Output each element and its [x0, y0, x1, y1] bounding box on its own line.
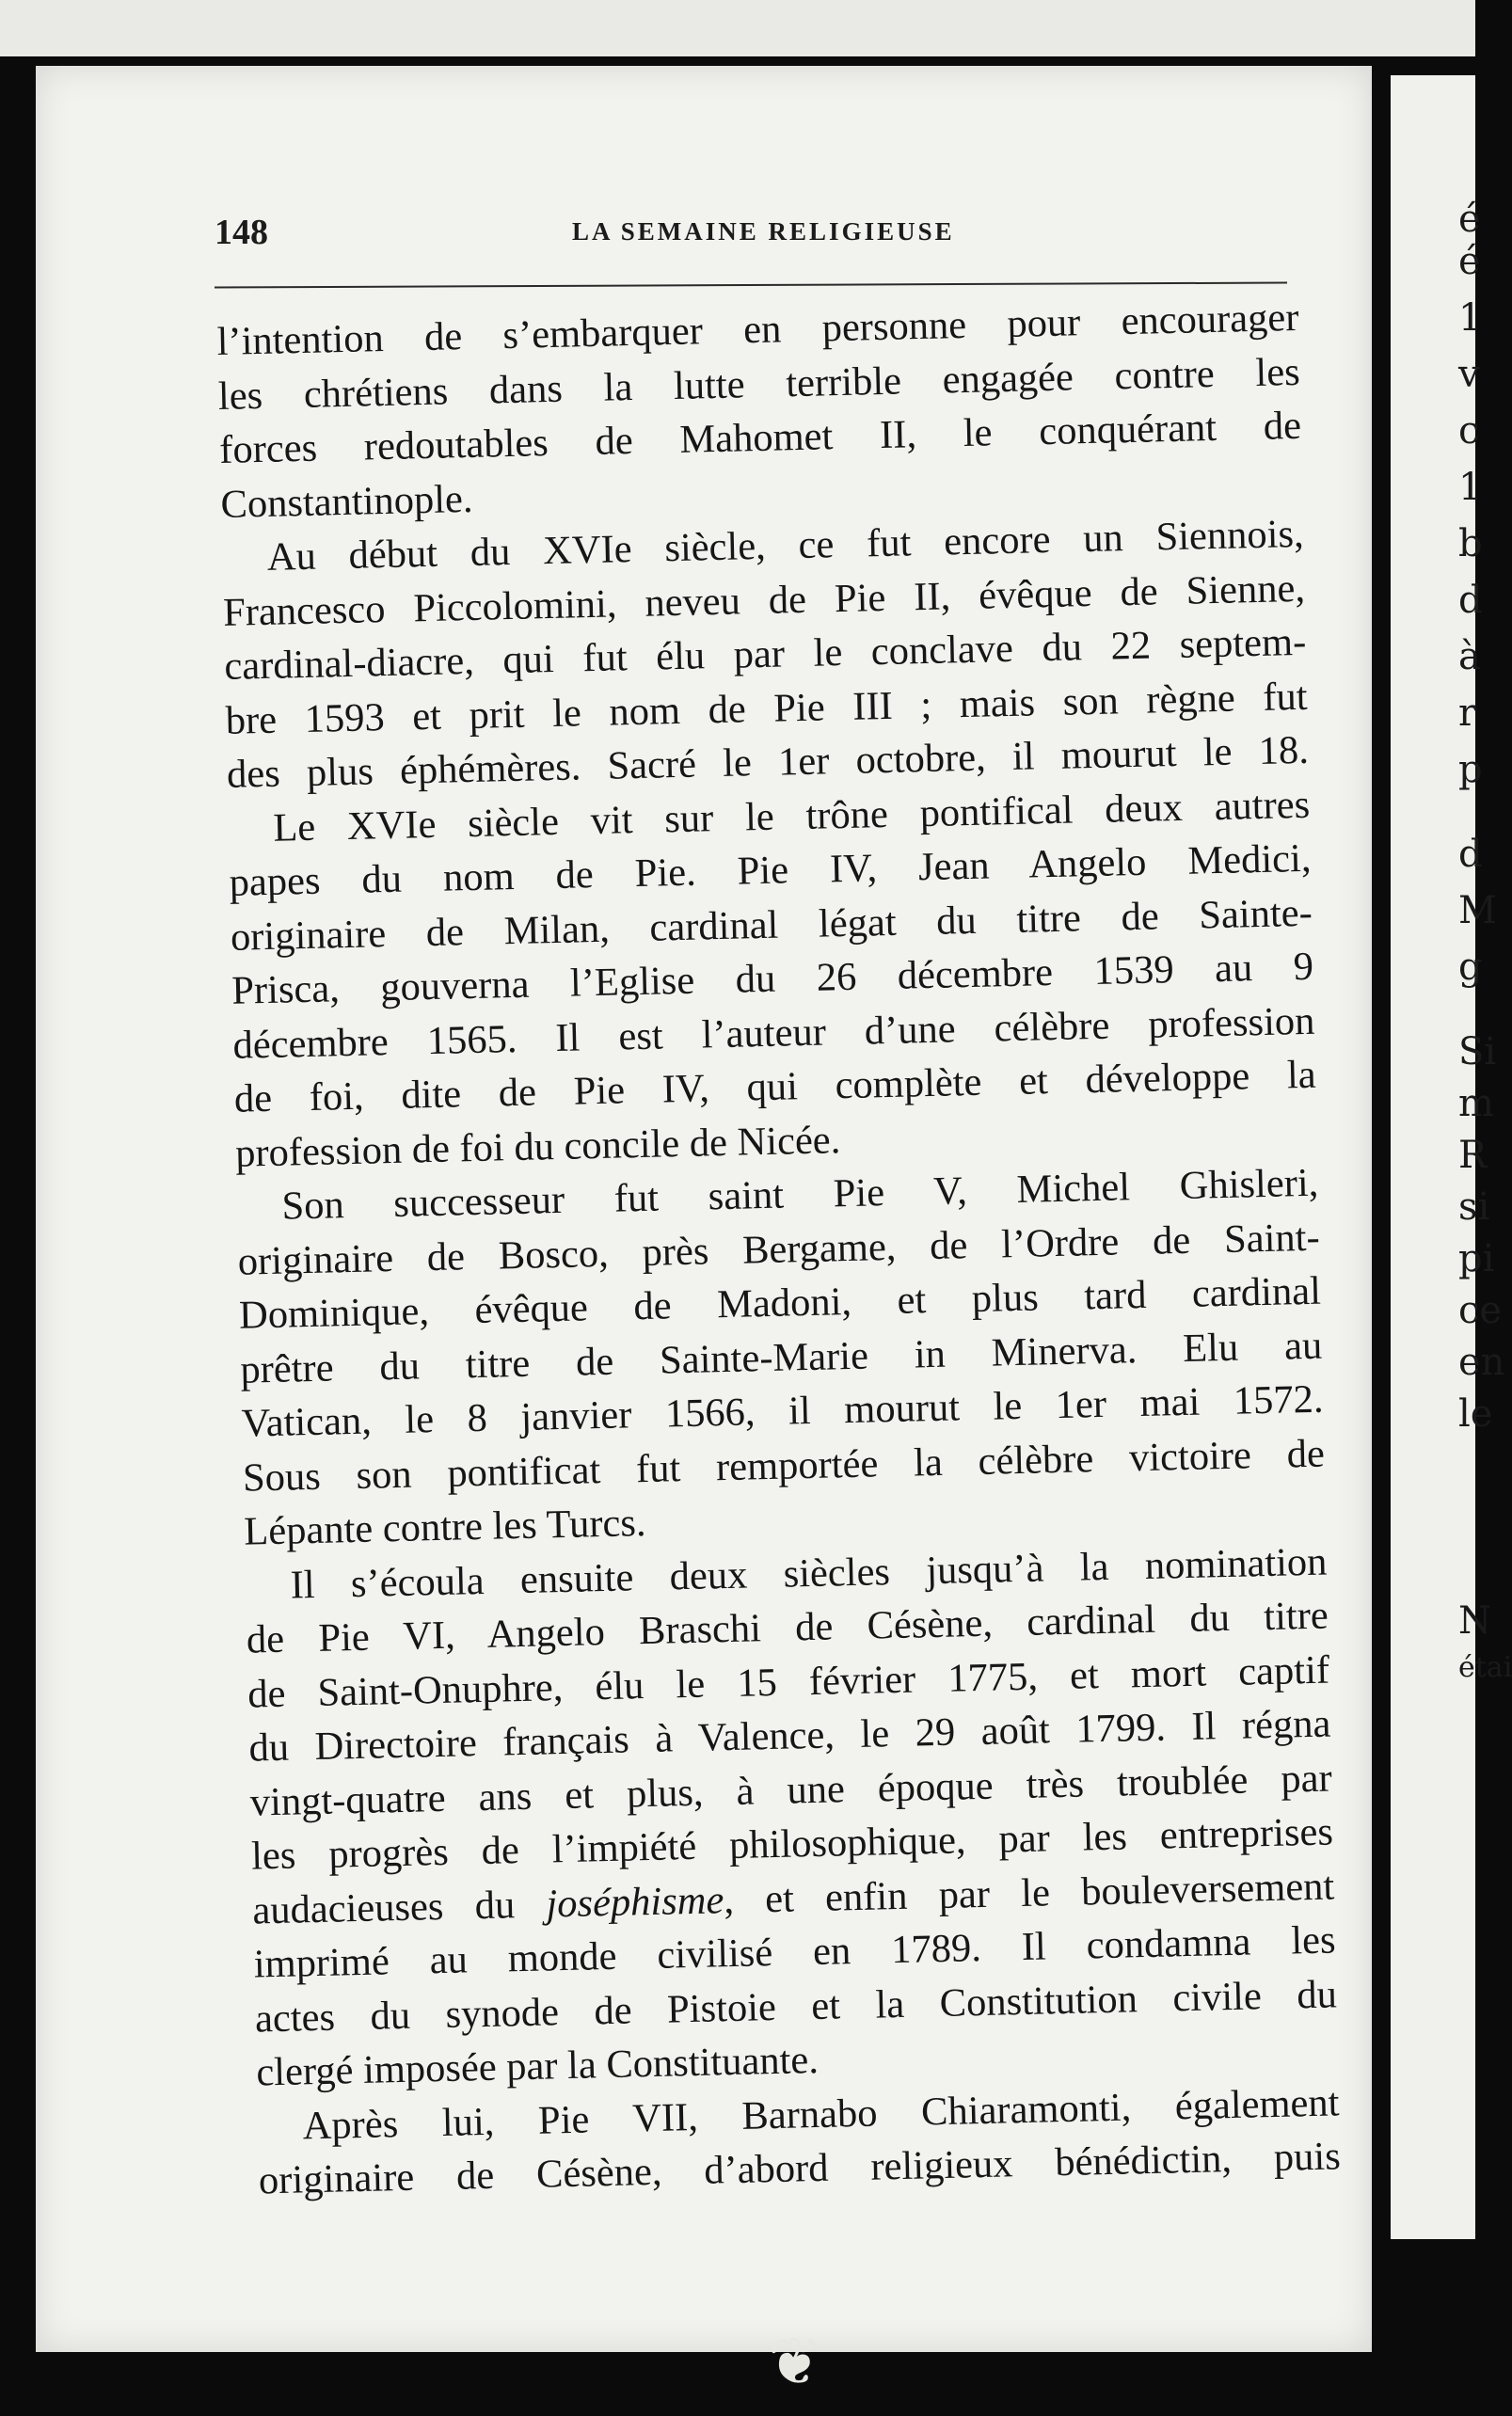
text-line: vingt-quatre ans et plus, à une époque très troublée par	[249, 1756, 1333, 1825]
facing-fragment: g	[1458, 946, 1483, 989]
text-line: clergé imposée par la Constituante.	[255, 2037, 820, 2095]
facing-fragment: si	[1458, 1185, 1490, 1229]
facing-fragment: é	[1458, 198, 1481, 241]
text-line: prêtre du titre de Sainte-Marie in Minerva. Elu au	[239, 1323, 1323, 1392]
text-line: de Pie VI, Angelo Braschi de Césène, cardinal du titre	[246, 1593, 1329, 1662]
text-line: de foi, dite de Pie IV, qui complète et développe la	[233, 1052, 1317, 1121]
text-line: Sous son pontificat fut remportée la célèbre victoire de	[242, 1431, 1326, 1501]
text-line: actes du synode de Pistoie et la Constitution civile du	[254, 1971, 1338, 2042]
body-text	[216, 291, 1341, 2208]
facing-fragment: b	[1458, 522, 1483, 565]
text-line: Francesco Piccolomini, neveu de Pie II, évêque de Sienne,	[222, 565, 1306, 635]
running-head: LA SEMAINE RELIGIEUSE	[572, 217, 955, 246]
facing-fragment: pi	[1458, 1237, 1495, 1280]
paragraph	[245, 1534, 1339, 2100]
facing-fragment: ce	[1458, 1289, 1503, 1332]
text-line: Prisca, gouverna l’Eglise du 26 décembre 1539 au 9	[231, 944, 1314, 1013]
text-line: Après lui, Pie VII, Barnabo Chiaramonti, également	[302, 2079, 1340, 2148]
facing-fragment: 1	[1458, 466, 1483, 509]
facing-fragment: le	[1458, 1392, 1493, 1436]
text-line: originaire de Bosco, près Bergame, de l’Ordre de Saint-	[237, 1215, 1321, 1284]
binding-mark: ❦	[767, 2323, 823, 2400]
text-fragment: audacieuses du	[251, 1881, 547, 1933]
facing-fragment: r	[1458, 691, 1477, 735]
text-line: imprimé au monde civilisé en 1789. Il condamna les	[253, 1917, 1337, 1987]
facing-fragment: p	[1458, 748, 1483, 791]
facing-fragment: d	[1458, 579, 1483, 622]
facing-fragment: m	[1458, 1082, 1494, 1125]
facing-fragment: v	[1458, 353, 1480, 396]
facing-fragment: N	[1458, 1599, 1491, 1643]
facing-fragment: étai	[1458, 1651, 1512, 1684]
facing-fragment: é	[1458, 240, 1481, 283]
facing-fragment: d	[1458, 833, 1483, 876]
paragraph	[228, 777, 1318, 1180]
facing-fragment: R	[1458, 1134, 1488, 1177]
text-line: Lépante contre les Turcs.	[243, 1500, 647, 1554]
paragraph	[216, 291, 1303, 532]
text-line: Dominique, évêque de Madoni, et plus tard cardinal	[238, 1268, 1322, 1338]
facing-fragment: M	[1458, 889, 1497, 932]
italic-word: joséphisme	[545, 1877, 724, 1926]
facing-fragment: 1	[1458, 296, 1483, 340]
text-line: décembre 1565. Il est l’auteur d’une célèbre profession	[232, 998, 1315, 1068]
text-line: l’intention de s’embarquer en personne pour encourager	[216, 294, 1299, 364]
facing-fragment: Si	[1458, 1030, 1497, 1073]
paragraph	[221, 507, 1309, 803]
page-header	[215, 212, 1287, 268]
text-line: les progrès de l’impiété philosophique, par les entreprises	[250, 1809, 1334, 1879]
text-line: des plus éphémères. Sacré le 1er octobre, il mourut le 18.	[226, 727, 1310, 797]
paragraph	[236, 1156, 1327, 1559]
facing-fragment: en	[1458, 1341, 1505, 1384]
text-line: cardinal-diacre, qui fut élu par le conclave du 22 septem-	[223, 619, 1307, 689]
text-line: profession de foi du concile de Nicée.	[234, 1117, 841, 1176]
text-line: forces redoutables de Mahomet II, le conquérant de	[218, 403, 1302, 472]
facing-page-edge	[1391, 75, 1512, 2239]
page-number: 148	[215, 213, 268, 252]
text-line: de Saint-Onuphre, élu le 15 février 1775, et mort captif	[247, 1647, 1330, 1717]
scanner-margin	[0, 0, 1475, 56]
text-line: papes du nom de Pie. Pie IV, Jean Angelo Medici,	[229, 835, 1312, 905]
text-fragment: , et enfin par le bouleversement	[723, 1863, 1335, 1922]
text-line: Il s’écoula ensuite deux siècles jusqu’à la nomination	[290, 1539, 1328, 1608]
facing-fragment: c	[1458, 409, 1480, 453]
text-line: les chrétiens dans la lutte terrible engagée contre les	[217, 349, 1301, 419]
text-line: originaire de Césène, d’abord religieux bénédictin, puis	[258, 2134, 1342, 2203]
text-line: Au début du XVIe siècle, ce fut encore un Siennois,	[266, 511, 1305, 580]
text-line: bre 1593 et prit le nom de Pie III ; mais son règne fut	[225, 674, 1309, 743]
text-line: du Directoire français à Valence, le 29 août 1799. Il régna	[248, 1701, 1331, 1771]
text-line: Vatican, le 8 janvier 1566, il mourut le 1er mai 1572.	[241, 1376, 1324, 1446]
facing-fragment: à	[1458, 635, 1481, 678]
text-line: originaire de Milan, cardinal légat du titre de Sainte-	[230, 890, 1313, 960]
text-line: Constantinople.	[220, 476, 474, 527]
text-line: Son successeur fut saint Pie V, Michel Ghisleri,	[280, 1160, 1319, 1229]
text-line: Le XVIe siècle vit sur le trône pontifical deux autres	[272, 782, 1311, 850]
